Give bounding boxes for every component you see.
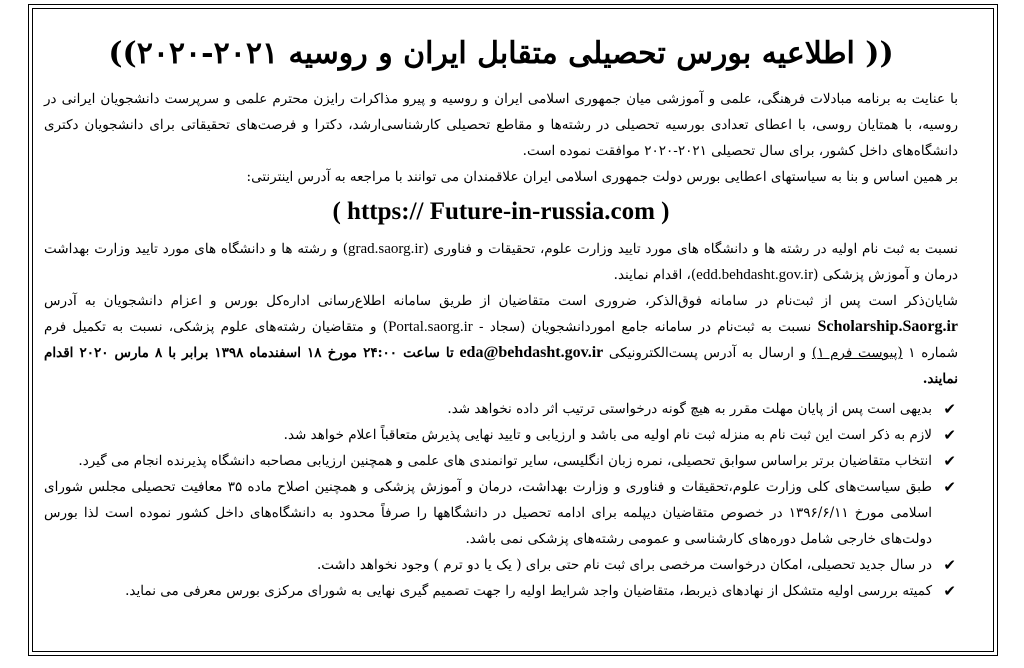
checkmark-icon: ✔ xyxy=(943,426,956,444)
announcement-title: (( اطلاعیه بورس تحصیلی متقابل ایران و روسیه ۲۰۲۱-۲۰۲۰)) xyxy=(108,36,894,71)
list-item xyxy=(44,396,958,422)
attachment-form-link[interactable]: (پیوست فرم ۱) xyxy=(811,345,903,361)
grad-link[interactable]: grad.saorg.ir xyxy=(348,241,424,257)
list-item xyxy=(44,448,958,474)
registration-paragraph xyxy=(44,236,958,288)
checkmark-icon: ✔ xyxy=(943,452,956,470)
list-item-text: لازم به ذکر است این ثبت نام به منزله ثبت نام اولیه می باشد و ارزیابی و تایید نهایی پذیرش متعاقباً اعلام خواهد شد. xyxy=(283,427,932,443)
list-item-text: طبق سیاست‌های کلی وزارت علوم،تحقیقات و فناوری و وزارت بهداشت، درمان و آموزش پزشکی و همچنین اصلاح ماده ۳۵ معافیت تحصیلی مجلس شورای اسلامی مورخ ۱۳۹۶/۶/۱۱ در خصوص متقاضیان دیپلمه برای ادامه تحصیل در دانشگاهها را صرفاً محدود به دانشگاه‌های داخل کشور نموده است لذا بورس دولت‌های خارجی شامل دوره‌های کارشناسی و عمومی رشته‌های پزشکی نمی باشد. xyxy=(44,479,933,547)
scholarship-link[interactable]: Scholarship.Saorg.ir xyxy=(817,318,958,335)
list-item-text: در سال جدید تحصیلی، امکان درخواست مرخصی برای ثبت نام حتی برای ( یک یا دو ترم ) وجود نخواهد داشت. xyxy=(316,557,932,573)
notice-paragraph xyxy=(44,288,958,392)
list-item xyxy=(44,422,958,448)
announcement-body xyxy=(44,8,958,648)
list-item xyxy=(44,552,958,578)
checkmark-icon: ✔ xyxy=(943,400,956,418)
notice-text-4: و ارسال به آدرس پست‌الکترونیکی xyxy=(608,345,807,361)
notice-text-1: شایان‌ذکر است پس از ثبت‌نام در سامانه فوق‌الذکر، ضروری است متقاضیان از طریق سامانه اطلاع‌رسانی اداره‌کل بورس و اعزام دانشجویان به آدرس xyxy=(44,293,958,309)
notice-text-3: ) و متقاضیان رشته‌های علوم پزشکی، نسبت به تکمیل فرم شماره ۱ xyxy=(44,319,959,361)
list-item xyxy=(44,474,958,552)
registration-text-3: )، اقدام نمایند. xyxy=(613,267,697,283)
list-item xyxy=(44,578,958,604)
registration-text-1: نسبت به ثبت نام اولیه در رشته ها و دانشگاه های مورد تایید وزارت علوم، تحقیقات و فناوری ( xyxy=(423,241,959,257)
portal-link[interactable]: Portal.saorg.ir xyxy=(388,319,473,335)
checkmark-icon: ✔ xyxy=(943,582,956,600)
conditions-list xyxy=(44,396,958,604)
notice-text-2: نسبت به ثبت‌نام در سامانه جامع اموردانشجویان (سجاد - xyxy=(479,319,812,335)
basis-paragraph: بر همین اساس و بنا به سیاستهای اعطایی بورس دولت جمهوری اسلامی ایران علاقمندان می توانند با مراجعه به آدرس اینترنتی: xyxy=(246,169,958,185)
list-item-text: کمیته بررسی اولیه متشکل از نهادهای ذیربط، متقاضیان واجد شرایط اولیه را جهت تصمیم گیری نهایی به شورای مرکزی بورس معرفی می نماید. xyxy=(125,583,932,599)
checkmark-icon: ✔ xyxy=(943,556,956,574)
registration-text-2: ) و رشته ها و دانشگاه های مورد تایید وزارت بهداشت درمان و آموزش پزشکی ( xyxy=(44,241,958,283)
list-item-text: بدیهی است پس از پایان مهلت مقرر به هیچ گونه درخواستی ترتیب اثر داده نخواهد شد. xyxy=(447,401,932,417)
edd-link[interactable]: edd.behdasht.gov.ir xyxy=(696,267,814,283)
checkmark-icon: ✔ xyxy=(943,478,956,496)
deadline-text: تا ساعت ۲۴:۰۰ مورخ ۱۸ اسفندماه ۱۳۹۸ برابر با ۸ مارس ۲۰۲۰ اقدام نمایند. xyxy=(44,345,958,387)
email-link[interactable]: eda@behdasht.gov.ir xyxy=(459,344,604,361)
intro-paragraph: با عنایت به برنامه مبادلات فرهنگی، علمی و آموزشی میان جمهوری اسلامی ایران و روسیه و پیرو مذاکرات رایزن محترم علمی و سرپرست دانشجویان ایرانی در روسیه، با همتایان روسی، با اعطای تعدادی بورسیه تحصیلی در رشته‌ها و مقاطع تحصیلی کارشناسی‌ارشد، دکترا و فرصت‌های تحقیقاتی برای دانشجویان دکتری دانشگاه‌های داخل کشور، برای سال تحصیلی ۲۰۲۱-۲۰۲۰ موافقت نموده است. xyxy=(44,91,958,159)
list-item-text: انتخاب متقاضیان برتر براساس سوابق تحصیلی، نمره زبان انگلیسی، سایر توانمندی های علمی و همچنین ارزیابی مصاحبه دانشگاه پذیرنده انجام می گیرد. xyxy=(78,453,932,469)
website-url[interactable]: ( https:// Future-in-russia.com ) xyxy=(332,198,670,225)
